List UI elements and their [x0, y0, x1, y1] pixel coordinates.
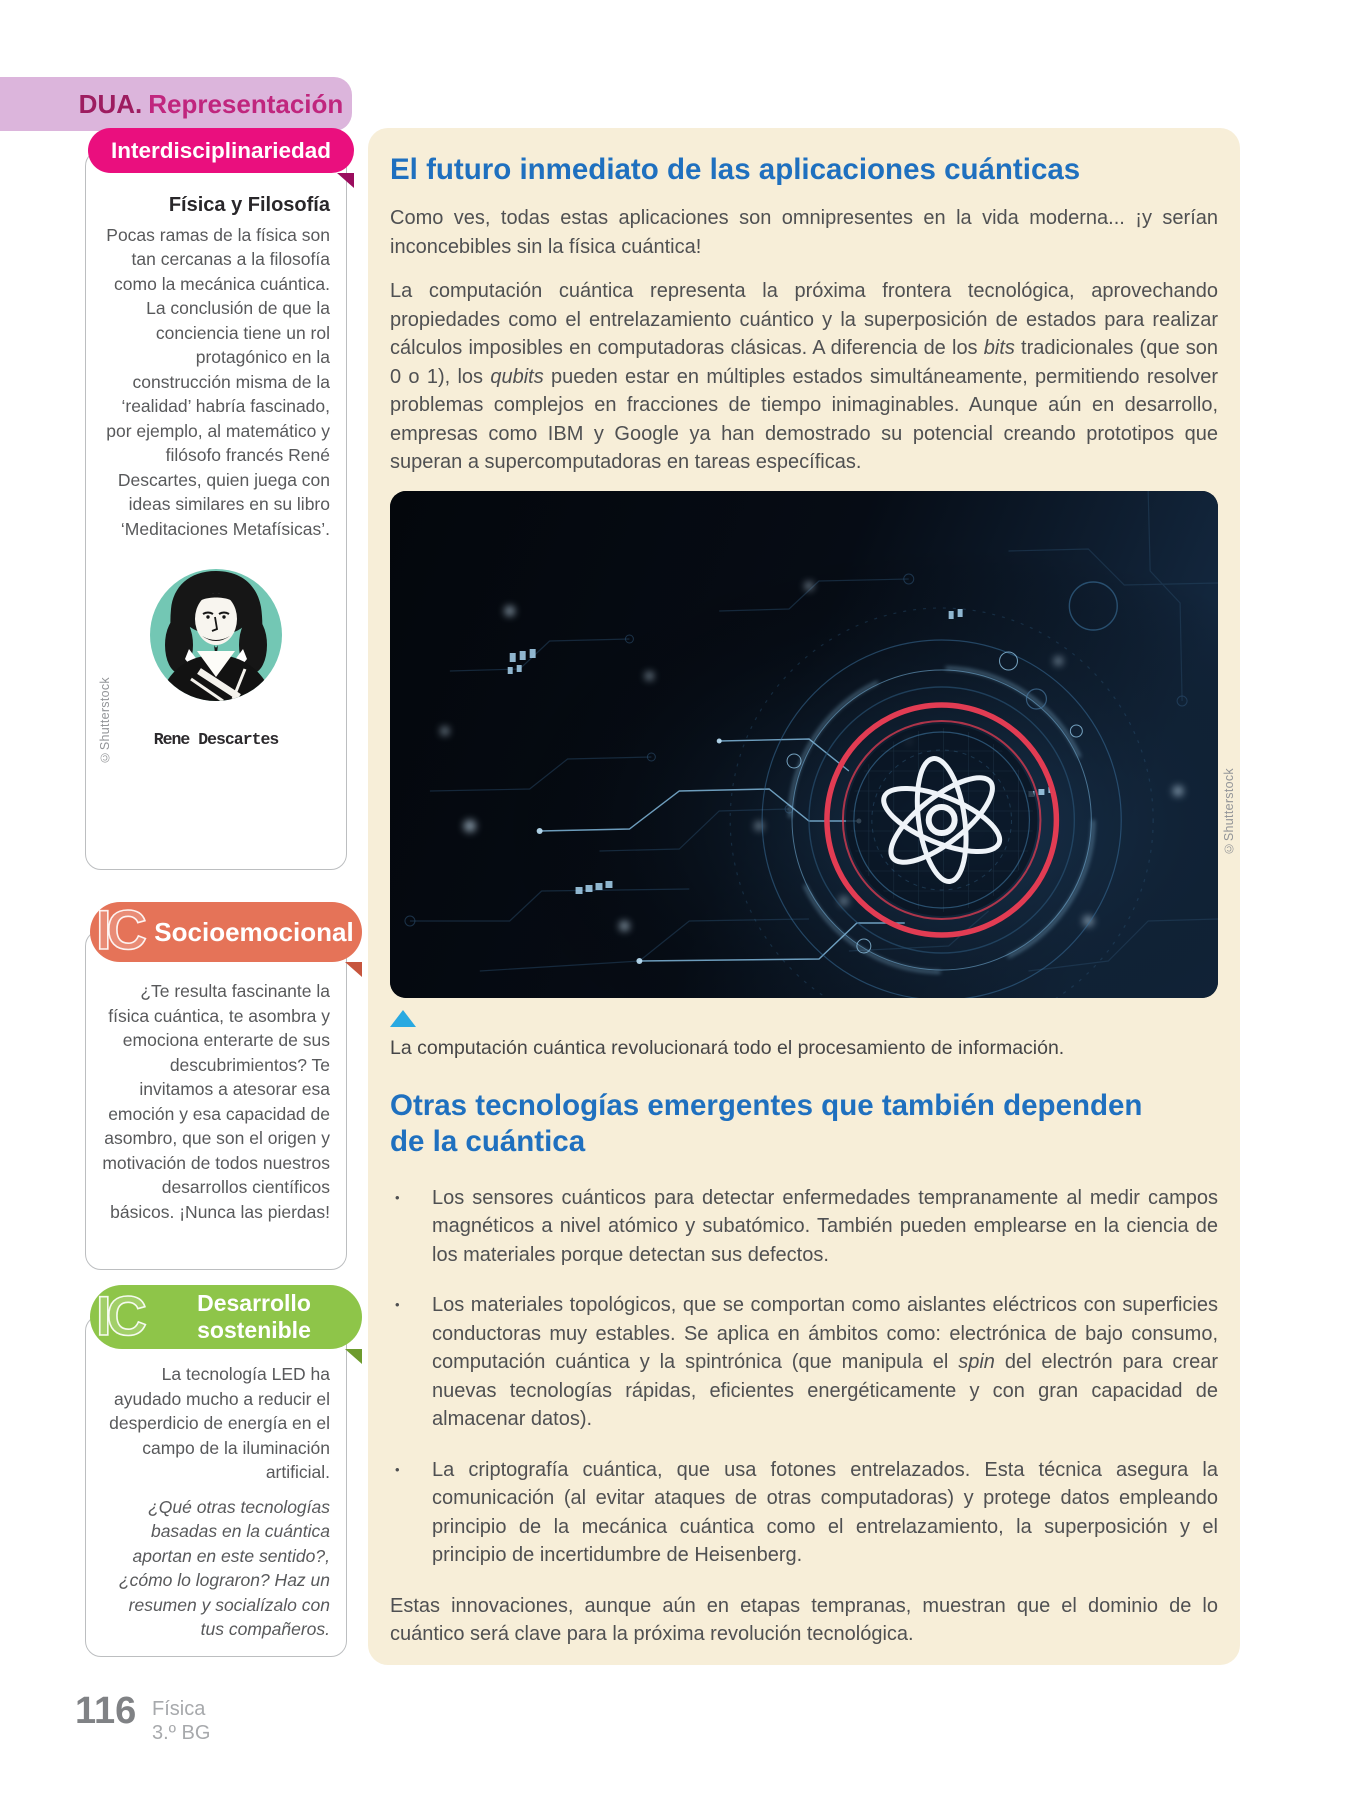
ic-logo-icon: IC	[96, 898, 142, 961]
paragraph-text: La computación cuántica representa la próxima frontera tecnológica, aprovechando propiedades como el entrelazamiento cuántico y la superposición de estados para realizar cálculos imposibles en computadoras clásicas. A diferencia de los	[390, 280, 1218, 359]
desarrollo-badge-line1: Desarrollo	[197, 1290, 311, 1316]
portrait-caption: Rene Descartes	[153, 729, 279, 749]
list-item: • La criptografía cuántica, que usa fotones entrelazados. Esta técnica asegura la comunicación (al evitar ataques de otras computadoras) y protege datos empleando principio de la mecánica cuántica como el entrelazamiento, la superposición y el principio de incertidumbre de Heisenberg.	[390, 1456, 1218, 1570]
badge-fold-decoration	[345, 962, 362, 977]
list-item-text: del electrón para crear nuevas tecnologías rápidas, eficientes energéticamente y con gran capacidad de almacenar datos).	[432, 1351, 1218, 1430]
list-item: • Los sensores cuánticos para detectar enfermedades tempranamente al medir campos magnéticos a nivel atómico y subatómico. También pueden emplearse en la ciencia de los materiales porque detectan sus defectos.	[390, 1184, 1218, 1270]
interdisciplinariedad-badge	[88, 128, 354, 173]
section-subtitle: Otras tecnologías emergentes que también dependen de la cuántica	[390, 1088, 1143, 1158]
quantum-circuit-illustration	[390, 491, 1218, 998]
technologies-list	[390, 1184, 1218, 1570]
caption-triangle-icon	[390, 1010, 416, 1027]
desarrollo-badge-line2: sostenible	[197, 1317, 311, 1343]
ic-logo-icon: IC	[96, 1284, 142, 1347]
fisica-filosofia-title: Física y Filosofía	[168, 194, 330, 216]
paragraph-text: pueden estar en múltiples estados simultáneamente, permitiendo resolver problemas complejos en fracciones de tiempo inimaginables. Aunque aún en desarrollo, empresas como IBM y Google ya han demostrado su potencial creando prototipos que superan a supercomputadoras en tareas específicas.	[390, 365, 1218, 473]
desarrollo-sostenible-badge	[90, 1285, 362, 1349]
spin-italic: spin	[958, 1351, 995, 1373]
socioemocional-box	[85, 898, 354, 1270]
fisica-filosofia-text: Pocas ramas de la física son tan cercanas a la filosofía como la mecánica cuántica. La conclusión de que la conciencia tiene un rol protagónico en la construcción misma de la ‘realidad’ habría fascinado, por ejemplo, al matemático y filósofo francés René Descartes, quien juega con ideas similares en su libro ‘Meditaciones Metafísicas’.	[106, 224, 330, 539]
qubits-italic: qubits	[490, 365, 544, 388]
quantum-computing-paragraph	[390, 277, 1218, 477]
badge-fold-decoration	[345, 1349, 362, 1364]
desarrollo-text: La tecnología LED ha ayudado mucho a reducir el desperdicio de energía en el campo de la iluminación artificial.	[109, 1364, 330, 1482]
desarrollo-question-text: ¿Qué otras tecnologías basadas en la cuántica aportan en este sentido?, ¿cómo lo lograron? Haz un resumen y socialízalo con tus compañeros.	[118, 1496, 330, 1639]
socioemocional-badge	[90, 898, 362, 962]
closing-paragraph: Estas innovaciones, aunque aún en etapas tempranas, muestran que el dominio de lo cuántico será clave para la próxima revolución tecnológica.	[390, 1594, 1218, 1645]
section-title: El futuro inmediato de las aplicaciones cuánticas	[390, 153, 1081, 186]
descartes-portrait	[141, 557, 291, 752]
socioemocional-text: ¿Te resulta fascinante la física cuántica, te asombra y emociona enterarte de sus descubrimientos? Te invitamos a atesorar esa emoción y esa capacidad de asombro, que son el origen y motivación de todos nuestros desarrollos científicos básicos. ¡Nunca las pierdas!	[102, 981, 330, 1222]
list-item	[390, 1291, 1218, 1434]
descartes-illustration-icon	[141, 557, 291, 715]
desarrollo-sostenible-box	[85, 1284, 347, 1657]
dua-label: DUA.	[78, 88, 143, 119]
main-content-panel	[368, 128, 1240, 1665]
dua-representacion-bar	[0, 77, 352, 131]
interdisciplinariedad-badge-label: Interdisciplinariedad	[110, 138, 332, 163]
quantum-computing-image	[390, 491, 1218, 998]
shutterstock-credit-main: ©Shutterstock	[1222, 768, 1236, 856]
dua-representacion-label: Representación	[148, 88, 344, 119]
page-number: 116	[75, 1690, 137, 1732]
footer-subject	[152, 1697, 210, 1745]
badge-fold-decoration	[337, 173, 354, 188]
shutterstock-credit-sidebar: ©Shutterstock	[98, 676, 112, 764]
footer-grade: 3.º BG	[152, 1722, 211, 1744]
intro-paragraph: Como ves, todas estas aplicaciones son omnipresentes en la vida moderna... ¡y serían inconcebibles sin la física cuántica!	[390, 207, 1218, 258]
socioemocional-badge-label: Socioemocional	[154, 917, 354, 947]
image-caption: La computación cuántica revolucionará todo el procesamiento de información.	[390, 1036, 1065, 1059]
paragraph-text: tradicionales (que son 0 o 1), los	[390, 337, 1218, 388]
interdisciplinariedad-box	[85, 138, 347, 870]
list-item-text: Los materiales topológicos, que se comportan como aislantes eléctricos con superficies conductoras muy estables. Se aplica en ámbitos como: electrónica de bajo consumo, computación cuántica y la spintrónica (que manipula el	[432, 1294, 1218, 1373]
bits-italic: bits	[983, 337, 1015, 359]
footer-subject-name: Física	[152, 1698, 206, 1720]
